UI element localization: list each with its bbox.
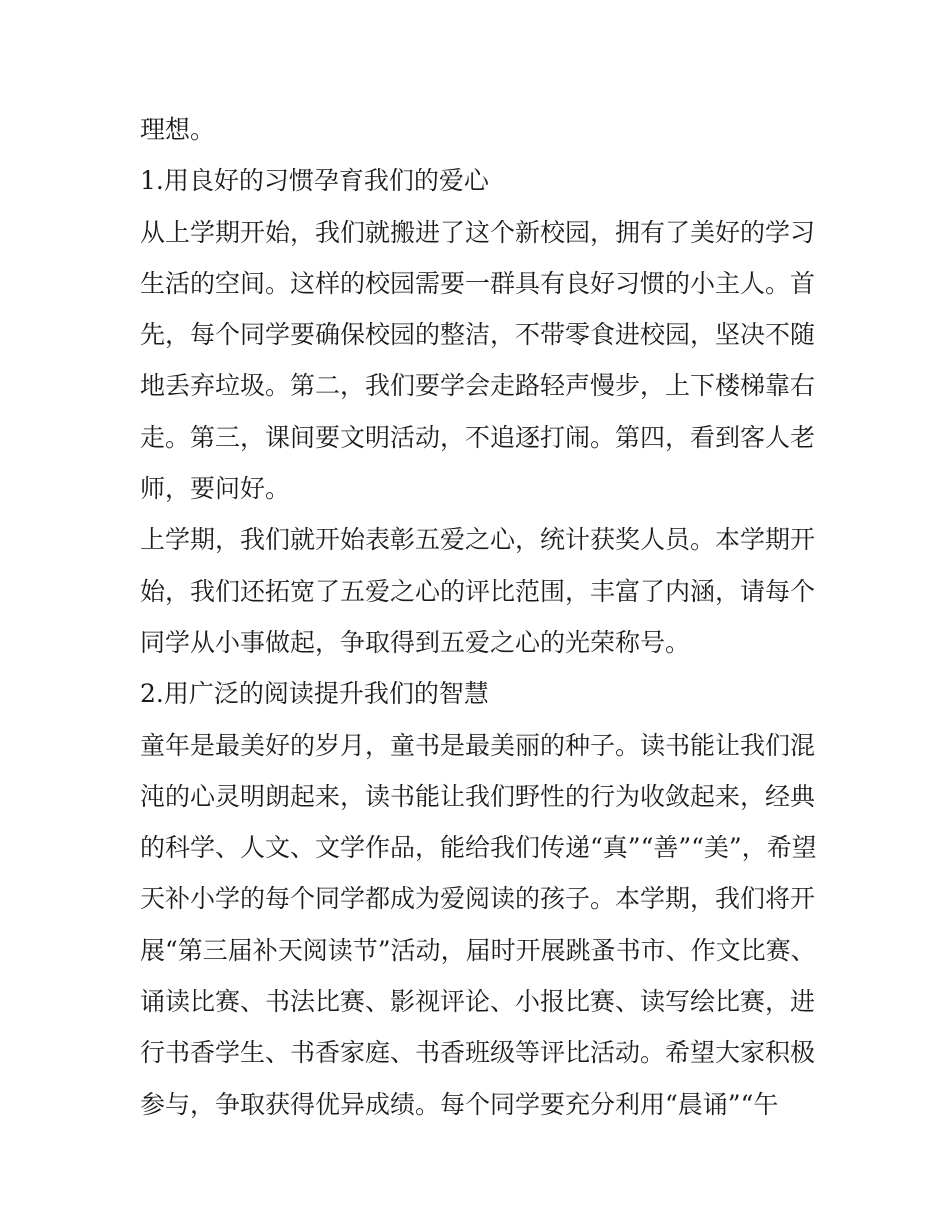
section-heading: 1.用良好的习惯孕育我们的爱心 <box>140 166 489 196</box>
document-body <box>140 104 817 1130</box>
text-line: 行书香学生、书香家庭、书香班级等评比活动。希望大家积极 <box>140 1038 816 1068</box>
text-line: 童年是最美好的岁月，童书是最美丽的种子。读书能让我们混 <box>140 730 816 760</box>
text-line: 理想。 <box>140 115 216 144</box>
text-line: 先，每个同学要确保校园的整洁，不带零食进校园，坚决不随 <box>140 320 816 350</box>
text-line: 始，我们还拓宽了五爱之心的评比范围，丰富了内涵，请每个 <box>140 576 816 606</box>
text-line: 的科学、人文、文学作品，能给我们传递“真”“善”“美”，希望 <box>140 833 817 863</box>
text-line: 走。第三，课间要文明活动，不追逐打闹。第四，看到客人老 <box>140 422 816 452</box>
text-line: 诵读比赛、书法比赛、影视评论、小报比赛、读写绘比赛，进 <box>140 987 816 1017</box>
text-line: 参与，争取获得优异成绩。每个同学要充分利用“晨诵”“午 <box>140 1089 779 1119</box>
text-line: 天补小学的每个同学都成为爱阅读的孩子。本学期，我们将开 <box>140 884 816 914</box>
text-line: 同学从小事做起，争取得到五爱之心的光荣称号。 <box>140 627 691 657</box>
text-line: 从上学期开始，我们就搬进了这个新校园，拥有了美好的学习 <box>140 217 816 247</box>
section-heading: 2.用广泛的阅读提升我们的智慧 <box>140 679 489 709</box>
text-line: 上学期，我们就开始表彰五爱之心，统计获奖人员。本学期开 <box>140 525 816 555</box>
text-line: 沌的心灵明朗起来，读书能让我们野性的行为收敛起来，经典 <box>140 781 816 811</box>
text-line: 生活的空间。这样的校园需要一群具有良好习惯的小主人。首 <box>140 268 816 298</box>
text-line: 地丢弃垃圾。第二，我们要学会走路轻声慢步，上下楼梯靠右 <box>140 371 816 401</box>
text-line: 展“第三届补天阅读节”活动，届时开展跳蚤书市、作文比赛、 <box>140 935 816 965</box>
text-line: 师，要问好。 <box>140 474 291 504</box>
